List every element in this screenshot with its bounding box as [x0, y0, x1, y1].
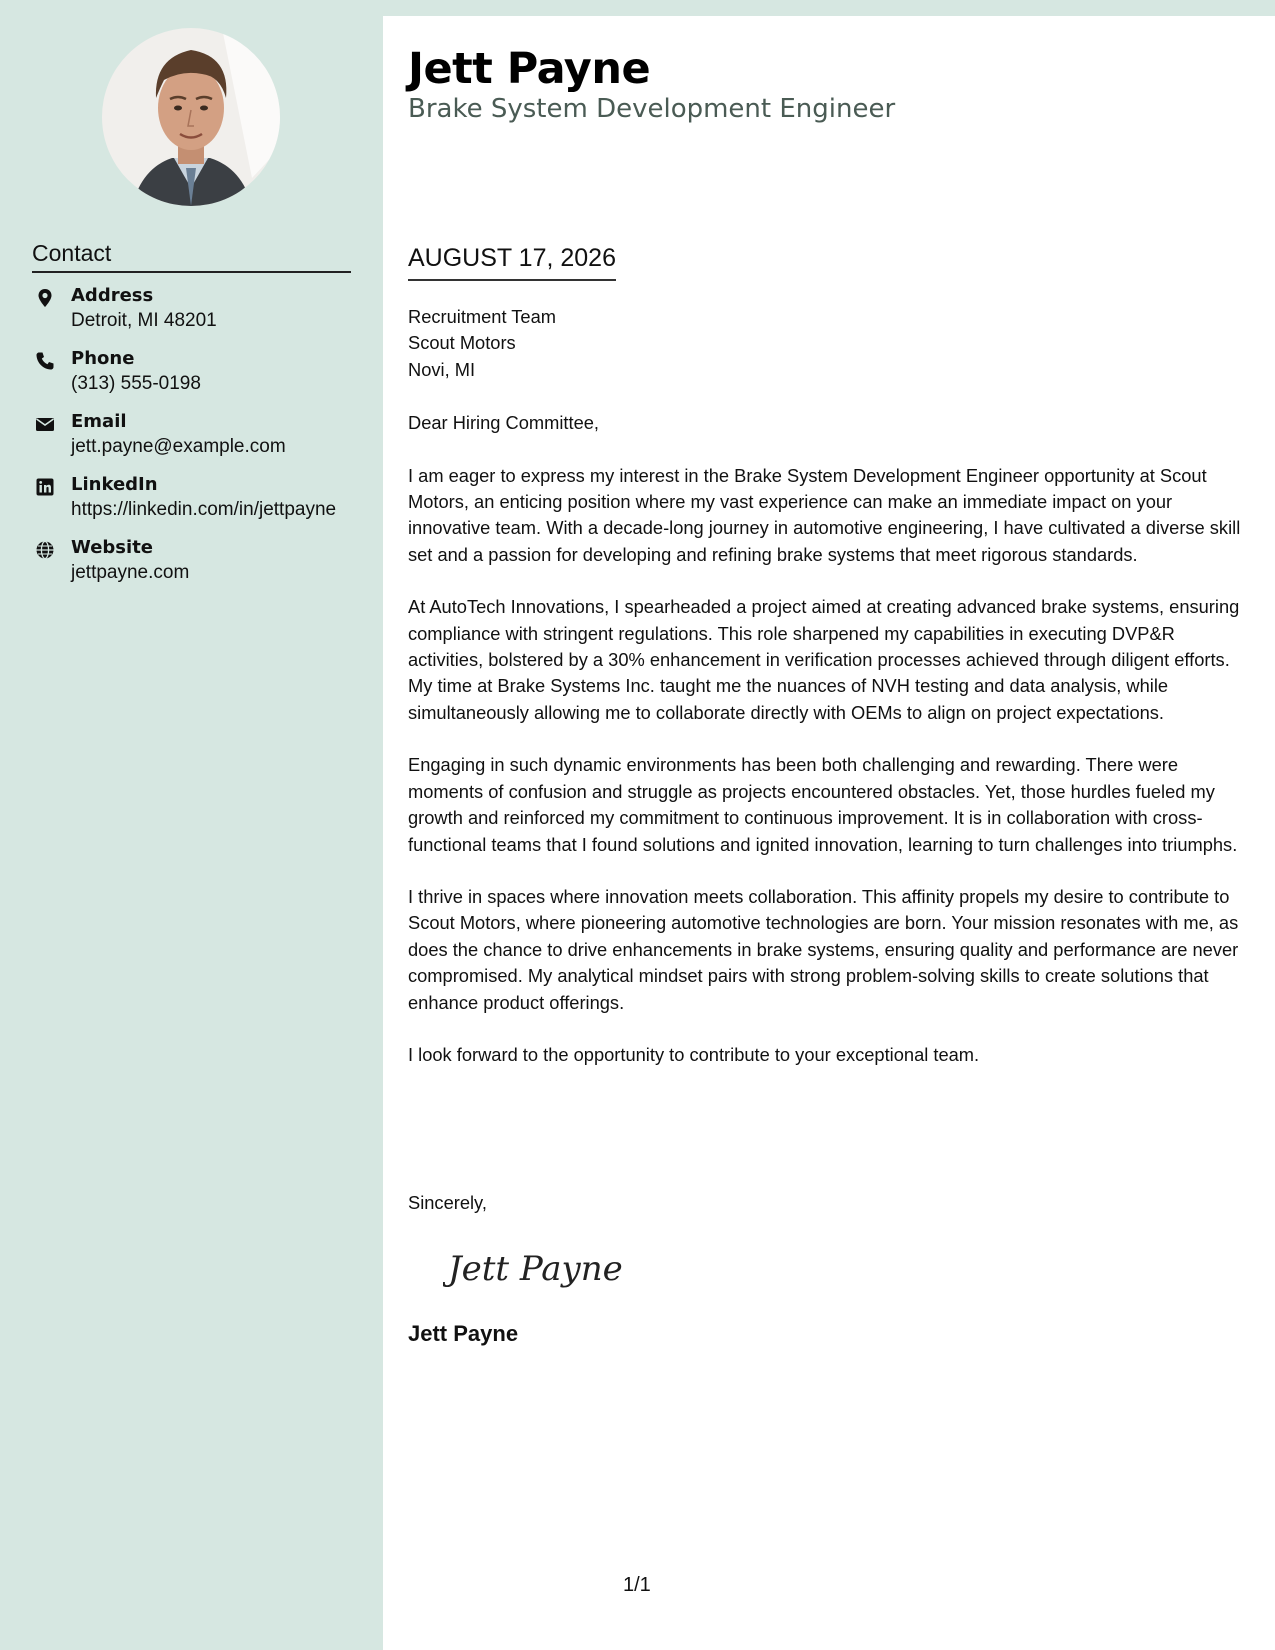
contact-value[interactable]: (313) 555-0198	[71, 373, 201, 394]
contact-label: Website	[71, 537, 154, 558]
contact-item-email	[32, 411, 372, 474]
salutation: Dear Hiring Committee,	[408, 412, 599, 434]
letter-paragraph: Engaging in such dynamic environments has been both challenging and rewarding. There were moments of confusion and struggle as projects encountered obstacles. Yet, those hurdles fueled my growth and reinforced my commitment to continuous improvement. It is in collaboration with cross-functional teams that I found solutions and ignited innovation, learning to turn challenges into triumphs.	[408, 754, 1238, 855]
map-pin-icon	[35, 288, 55, 308]
letter-paragraph: I look forward to the opportunity to contribute to your exceptional team.	[408, 1043, 980, 1065]
profile-photo	[102, 28, 280, 206]
contact-heading: Contact	[32, 240, 351, 273]
handwritten-signature	[443, 1238, 643, 1298]
contact-label: Address	[71, 285, 154, 306]
contact-label: LinkedIn	[71, 474, 158, 495]
linkedin-icon	[35, 477, 55, 497]
avatar	[102, 28, 280, 206]
phone-icon	[35, 351, 55, 371]
contact-value[interactable]: jettpayne.com	[71, 562, 190, 583]
letter-paragraph: I am eager to express my interest in the Brake System Development Engineer opportunity at Scout Motors, an enticing position where my vast experience can make an immediate impact on your innovative team. With a decade-long journey in automotive engineering, I have cultivated a diverse skill set and a passion for developing and refining brake systems that meet rigorous standards.	[408, 464, 1241, 565]
contact-list	[32, 285, 372, 600]
recipient-line: Scout Motors	[408, 332, 516, 354]
svg-text:Jett Payne: Jett Payne	[448, 1249, 623, 1289]
contact-value[interactable]: jett.payne@example.com	[71, 436, 286, 457]
job-title: Brake System Development Engineer	[408, 94, 896, 124]
contact-item-website	[32, 537, 372, 600]
signer-name: Jett Payne	[408, 1321, 519, 1346]
closing: Sincerely,	[408, 1192, 487, 1213]
globe-icon	[35, 540, 55, 560]
letter-paragraph: I thrive in spaces where innovation meets collaboration. This affinity propels my desire to contribute to Scout Motors, where pioneering automotive technologies are born. Your mission resonates with me, as does the chance to drive enhancements in brake systems, ensuring quality and performance are never compromised. My analytical mindset pairs with strong problem-solving skills to create solutions that enhance product offerings.	[408, 885, 1239, 1013]
recipient-line: Recruitment Team	[408, 306, 556, 327]
page-number: 1/1	[623, 1574, 651, 1596]
contact-item-linkedin	[32, 474, 372, 537]
contact-value[interactable]: https://linkedin.com/in/jettpayne	[71, 499, 337, 520]
applicant-name: Jett Payne	[408, 44, 651, 94]
envelope-icon	[35, 414, 55, 434]
contact-item-address	[32, 285, 372, 348]
contact-label: Phone	[71, 348, 135, 369]
contact-label: Email	[71, 411, 127, 432]
letter-body	[383, 16, 1275, 1650]
contact-value: Detroit, MI 48201	[71, 310, 217, 331]
letter-paragraph: At AutoTech Innovations, I spearheaded a project aimed at creating advanced brake systems, ensuring compliance with stringent regulations. This role sharpened my capabilities in executing DVP&R activities, bolstered by a 30% enhancement in verification processes achieved through diligent efforts. My time at Brake Systems Inc. taught me the nuances of NVH testing and data analysis, while simultaneously allowing me to collaborate directly with OEMs to align on project expectations.	[408, 596, 1240, 723]
letter-date: AUGUST 17, 2026	[408, 244, 616, 281]
contact-item-phone	[32, 348, 372, 411]
recipient-line: Novi, MI	[408, 358, 476, 380]
sidebar	[0, 0, 383, 1650]
letter-content	[408, 304, 1248, 1094]
recipient-block	[408, 304, 1248, 383]
